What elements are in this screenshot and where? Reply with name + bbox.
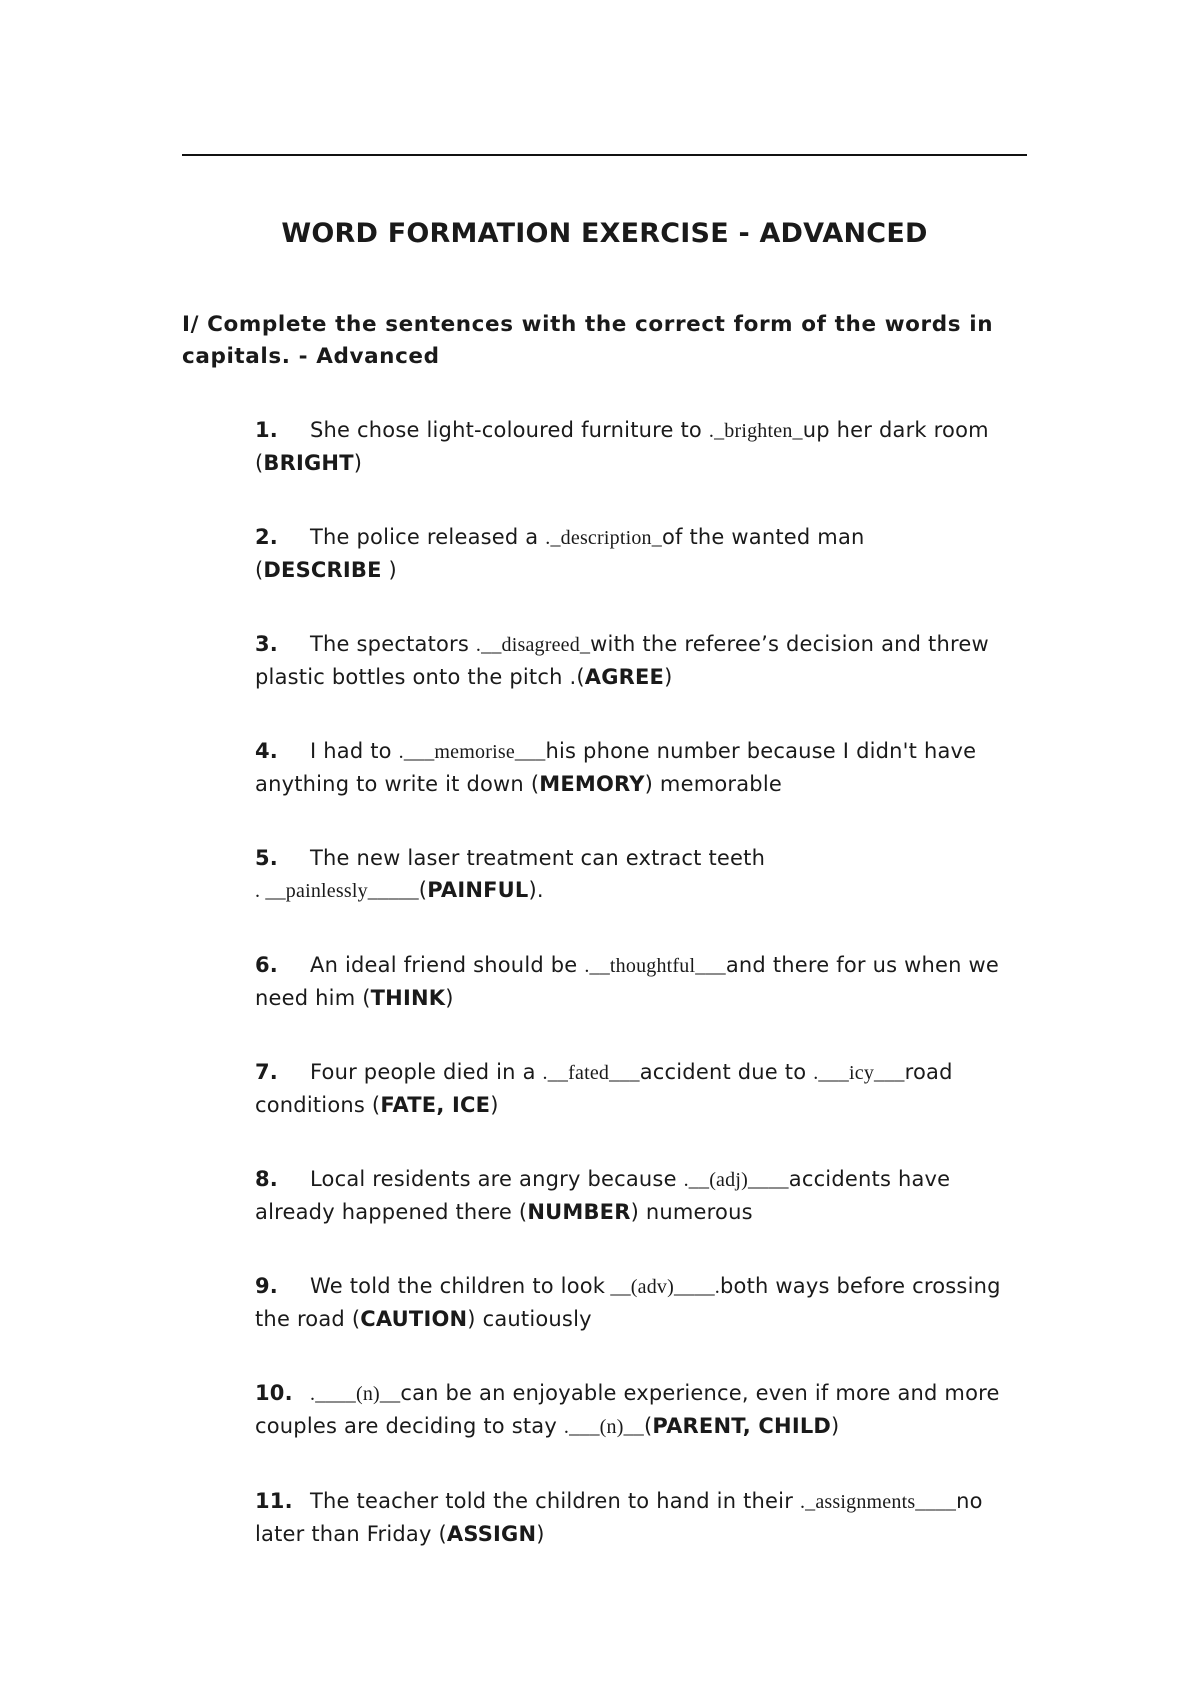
item-text: Four people died in a xyxy=(310,1060,536,1084)
paren-open: ( xyxy=(512,1200,528,1224)
exercise-list xyxy=(255,414,1035,1592)
list-item xyxy=(255,1163,1035,1228)
paren-close: ) xyxy=(353,451,363,475)
answer-blank[interactable]: . __painlessly_____ xyxy=(255,880,419,902)
item-text: The spectators xyxy=(310,632,470,656)
keyword: AGREE xyxy=(584,665,665,689)
item-text: We told the children to look xyxy=(310,1274,606,1298)
item-number: 1. xyxy=(255,418,278,442)
answer-blank[interactable]: .__(adj)____ xyxy=(683,1169,789,1191)
item-number: 2. xyxy=(255,525,278,549)
list-item xyxy=(255,628,1035,693)
item-text-after: no later than Friday xyxy=(255,1489,983,1546)
paren-open: ( xyxy=(355,986,371,1010)
paren-close: ) xyxy=(490,1093,499,1117)
paren-open: ( xyxy=(644,1414,653,1438)
item-text-after: with the referee’s decision and threw plastic bottles onto the pitch . xyxy=(255,632,989,689)
handwritten-note: memorable xyxy=(653,772,782,796)
answer-blank[interactable]: ._brighten_ xyxy=(708,420,803,442)
list-item xyxy=(255,1377,1035,1443)
instruction: I/ Complete the sentences with the correct form of the words in capitals. - Advanced xyxy=(182,312,994,369)
answer-blank[interactable]: .__disagreed_ xyxy=(475,634,591,656)
item-text-after: his phone number because I didn't have anything to write it down xyxy=(255,739,977,796)
paren-open: ( xyxy=(576,665,585,689)
list-item xyxy=(255,735,1035,800)
paren-close: ) xyxy=(467,1307,476,1331)
paren-open: ( xyxy=(365,1093,381,1117)
paren-close: ) xyxy=(630,1200,639,1224)
keyword: MEMORY xyxy=(539,772,645,796)
list-item xyxy=(255,1485,1035,1550)
answer-blank-2[interactable]: .___(n)__ xyxy=(563,1416,644,1438)
answer-blank-2[interactable]: .___icy___ xyxy=(813,1062,905,1084)
keyword: THINK xyxy=(370,986,446,1010)
paren-close: ) xyxy=(664,665,673,689)
paren-open: ( xyxy=(523,772,540,796)
item-number: 10. xyxy=(255,1381,293,1405)
item-number: 9. xyxy=(255,1274,278,1298)
top-rule xyxy=(182,154,1027,156)
answer-blank[interactable]: .__thoughtful___ xyxy=(584,955,726,977)
paren-close: ) xyxy=(831,1414,840,1438)
item-text: The police released a xyxy=(310,525,539,549)
handwritten-note: cautiously xyxy=(475,1307,592,1331)
paren-open: ( xyxy=(255,451,264,475)
item-number: 5. xyxy=(255,846,278,870)
keyword: FATE, ICE xyxy=(380,1093,491,1117)
paren-close: ) xyxy=(644,772,654,796)
handwritten-note: numerous xyxy=(638,1200,753,1224)
item-text-after: can be an enjoyable experience, even if more and more couples are deciding to stay xyxy=(255,1381,1000,1438)
item-text: The teacher told the children to hand in their xyxy=(310,1489,794,1513)
keyword: NUMBER xyxy=(527,1200,631,1224)
paren-close: ) xyxy=(536,1522,545,1546)
item-text-after: accidents have already happened there xyxy=(255,1167,951,1224)
paren-close: ). xyxy=(528,878,544,902)
answer-blank[interactable]: ._description_ xyxy=(545,527,662,549)
item-text: I had to xyxy=(310,739,392,763)
item-text-after: and there for us when we need him xyxy=(255,953,1000,1010)
page-title: WORD FORMATION EXERCISE - ADVANCED xyxy=(281,218,928,249)
paren-open: ( xyxy=(418,878,428,902)
keyword: CAUTION xyxy=(360,1307,468,1331)
paren-close: ) xyxy=(445,986,454,1010)
keyword: ASSIGN xyxy=(446,1522,537,1546)
keyword: BRIGHT xyxy=(263,451,354,475)
item-number: 3. xyxy=(255,632,278,656)
item-text: An ideal friend should be xyxy=(310,953,578,977)
item-text: She chose light-coloured furniture to xyxy=(310,418,702,442)
list-item xyxy=(255,414,1035,479)
keyword: PARENT, CHILD xyxy=(652,1414,832,1438)
keyword: PAINFUL xyxy=(427,878,529,902)
list-item xyxy=(255,1056,1035,1121)
paren-open: ( xyxy=(431,1522,447,1546)
item-number: 11. xyxy=(255,1489,293,1513)
answer-blank[interactable]: __(adv)____. xyxy=(605,1276,720,1298)
answer-blank[interactable]: ._assignments____ xyxy=(799,1491,957,1513)
paren-open: ( xyxy=(344,1307,361,1331)
answer-blank[interactable]: .___memorise___ xyxy=(398,741,546,763)
item-text-after-2: road conditions xyxy=(255,1060,953,1117)
paren-open: ( xyxy=(255,558,264,582)
item-text-after: of the wanted man xyxy=(661,525,865,549)
list-item xyxy=(255,1270,1035,1335)
paren-close: ) xyxy=(381,558,397,582)
keyword: DESCRIBE xyxy=(263,558,382,582)
item-text-after: up her dark room xyxy=(802,418,989,442)
item-text: Local residents are angry because xyxy=(310,1167,677,1191)
answer-blank[interactable]: .__fated___ xyxy=(542,1062,640,1084)
item-number: 4. xyxy=(255,739,278,763)
list-item xyxy=(255,842,1035,907)
answer-blank[interactable]: .____(n)__ xyxy=(310,1383,401,1405)
item-number: 6. xyxy=(255,953,278,977)
item-number: 8. xyxy=(255,1167,278,1191)
item-number: 7. xyxy=(255,1060,278,1084)
list-item xyxy=(255,949,1035,1014)
item-text-after: accident due to xyxy=(639,1060,807,1084)
list-item xyxy=(255,521,1035,586)
item-text-after: both ways before crossing the road xyxy=(255,1274,1001,1331)
item-text: The new laser treatment can extract teeth xyxy=(310,846,766,870)
